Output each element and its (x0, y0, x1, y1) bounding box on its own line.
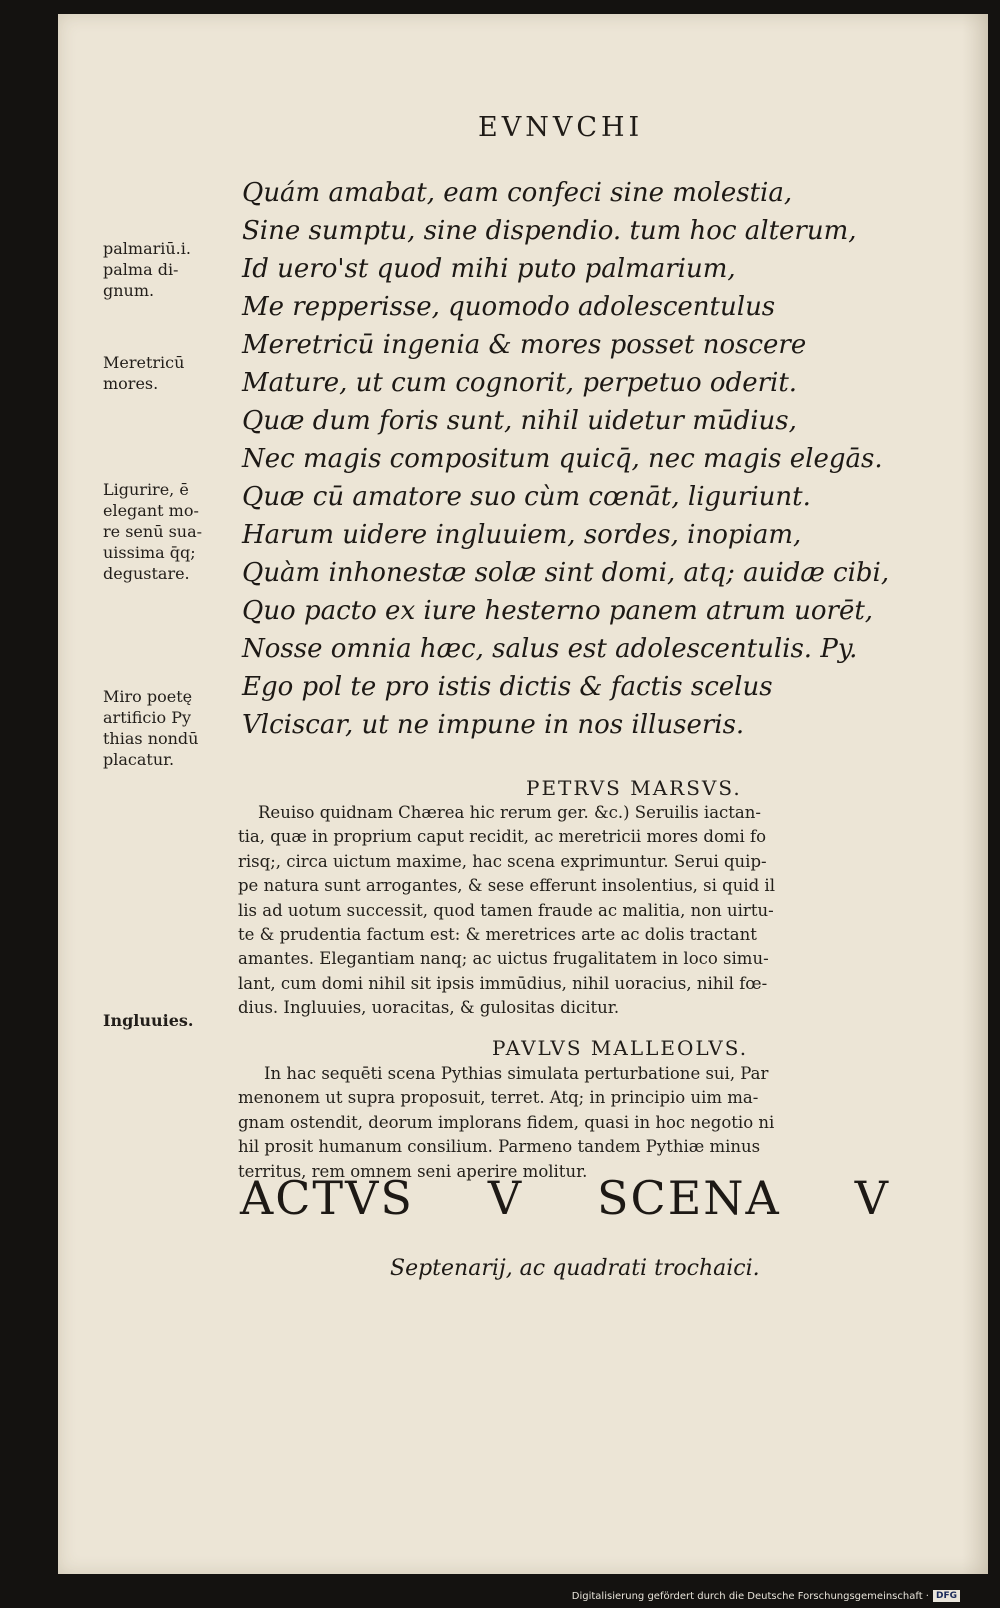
act-number: V (487, 1171, 524, 1225)
verse-line: Quæ dum foris sunt, nihil uidetur mūdius, (242, 406, 797, 436)
commentary-line: In hac sequēti scena Pythias simulata perturbatione sui, Par (264, 1064, 769, 1083)
margin-note-ingluuies: Ingluuies. (103, 1011, 194, 1030)
commentary-block-marsus (238, 801, 878, 1021)
page-edge-shadow (962, 14, 988, 1574)
verse-line: Me repperisse, quomodo adolescentulus (242, 292, 776, 322)
verse-line: Nosse omnia hæc, salus est adolescentulis. Py. (242, 634, 858, 664)
commentary-line: Reuiso quidnam Chærea hic rerum ger. &c.) Seruilis iactan- (258, 803, 761, 822)
verse-line: Meretricū ingenia & mores posset noscere (242, 330, 807, 360)
verse-line: Harum uidere ingluuiem, sordes, inopiam, (242, 520, 802, 550)
credit-text: Digitalisierung gefördert durch die Deutsche Forschungsgemeinschaft · (571, 1590, 929, 1602)
verse-line: Mature, ut cum cognorit, perpetuo oderit. (242, 368, 798, 398)
commentary-line: hil prosit humanum consilium. Parmeno tandem Pythiæ minus (238, 1137, 761, 1157)
verse-line: Id uero'st quod mihi puto palmarium, (242, 254, 736, 284)
scene-number: V (854, 1171, 890, 1225)
running-head: EVNVCHI (478, 112, 644, 143)
commentary-line: lis ad uotum successit, quod tamen fraude ac malitia, non uirtu- (238, 900, 774, 920)
verse-line: Quo pacto ex iure hesterno panem atrum uorēt, (242, 596, 874, 626)
verse-line: Ego pol te pro istis dictis & factis scelus (242, 672, 773, 702)
verse-line: Quàm inhonestæ solæ sint domi, atq; auidæ cibi, (242, 558, 890, 588)
margin-note-meretricum: Meretricū mores. (103, 353, 185, 393)
digitization-credit (572, 1590, 960, 1602)
verse-line: Quám amabat, eam confeci sine molestia, (242, 178, 793, 208)
act-scene-heading (240, 1171, 890, 1225)
commentary-line: tia, quæ in proprium caput recidit, ac meretricii mores domi fo (238, 827, 767, 847)
verse-line: Sine sumptu, sine dispendio. tum hoc alterum, (242, 216, 857, 246)
verse-line: Quæ cū amatore suo cùm cœnāt, liguriunt. (242, 482, 811, 512)
commentary-line: pe natura sunt arrogantes, & sese efferunt insolentius, si quid il (238, 876, 775, 896)
verse-line: Vlciscar, ut ne impune in nos illuseris. (242, 710, 745, 740)
verse-line: Nec magis compositum quicq̄, nec magis elegās. (242, 444, 883, 474)
commentary-line: gnam ostendit, deorum implorans fidem, quasi in hoc negotio ni (238, 1112, 775, 1132)
commentary-line: te & prudentia factum est: & meretrices arte ac dolis tractant (238, 924, 757, 944)
commentary-line: risq;, circa uictum maxime, hac scena exprimuntur. Serui quip- (238, 851, 767, 871)
commentary-block-malleolus (238, 1062, 878, 1184)
margin-note-palmarium: palmariū.i. palma di- gnum. (103, 239, 191, 300)
dfg-logo: DFG (933, 1590, 960, 1602)
act-label: ACTVS (240, 1171, 414, 1225)
commentary-line: dius. Ingluuies, uoracitas, & gulositas dicitur. (238, 998, 620, 1018)
commentary-line: amantes. Elegantiam nanq; ac uictus frugalitatem in loco simu- (238, 949, 769, 969)
commentary-line: menonem ut supra proposuit, terret. Atq; in principio uim ma- (238, 1088, 759, 1108)
margin-note-ligurire: Ligurire, ē elegant mo- re senū sua- uissima q̄q; degustare. (103, 480, 203, 583)
scene-label: SCENA (597, 1171, 781, 1225)
verse-block (242, 174, 890, 744)
commentator-name: PETRVS MARSVS. (526, 776, 742, 800)
meter-note: Septenarij, ac quadrati trochaici. (390, 1256, 760, 1281)
margin-note-miro-poete: Miro poetę artificio Py thias nondū placatur. (103, 687, 199, 769)
commentary-line: territus, rem omnem seni aperire molitur. (238, 1161, 588, 1181)
commentator-name: PAVLVS MALLEOLVS. (492, 1036, 749, 1060)
commentary-line: lant, cum domi nihil sit ipsis immūdius, nihil uoracius, nihil fœ- (238, 973, 768, 993)
